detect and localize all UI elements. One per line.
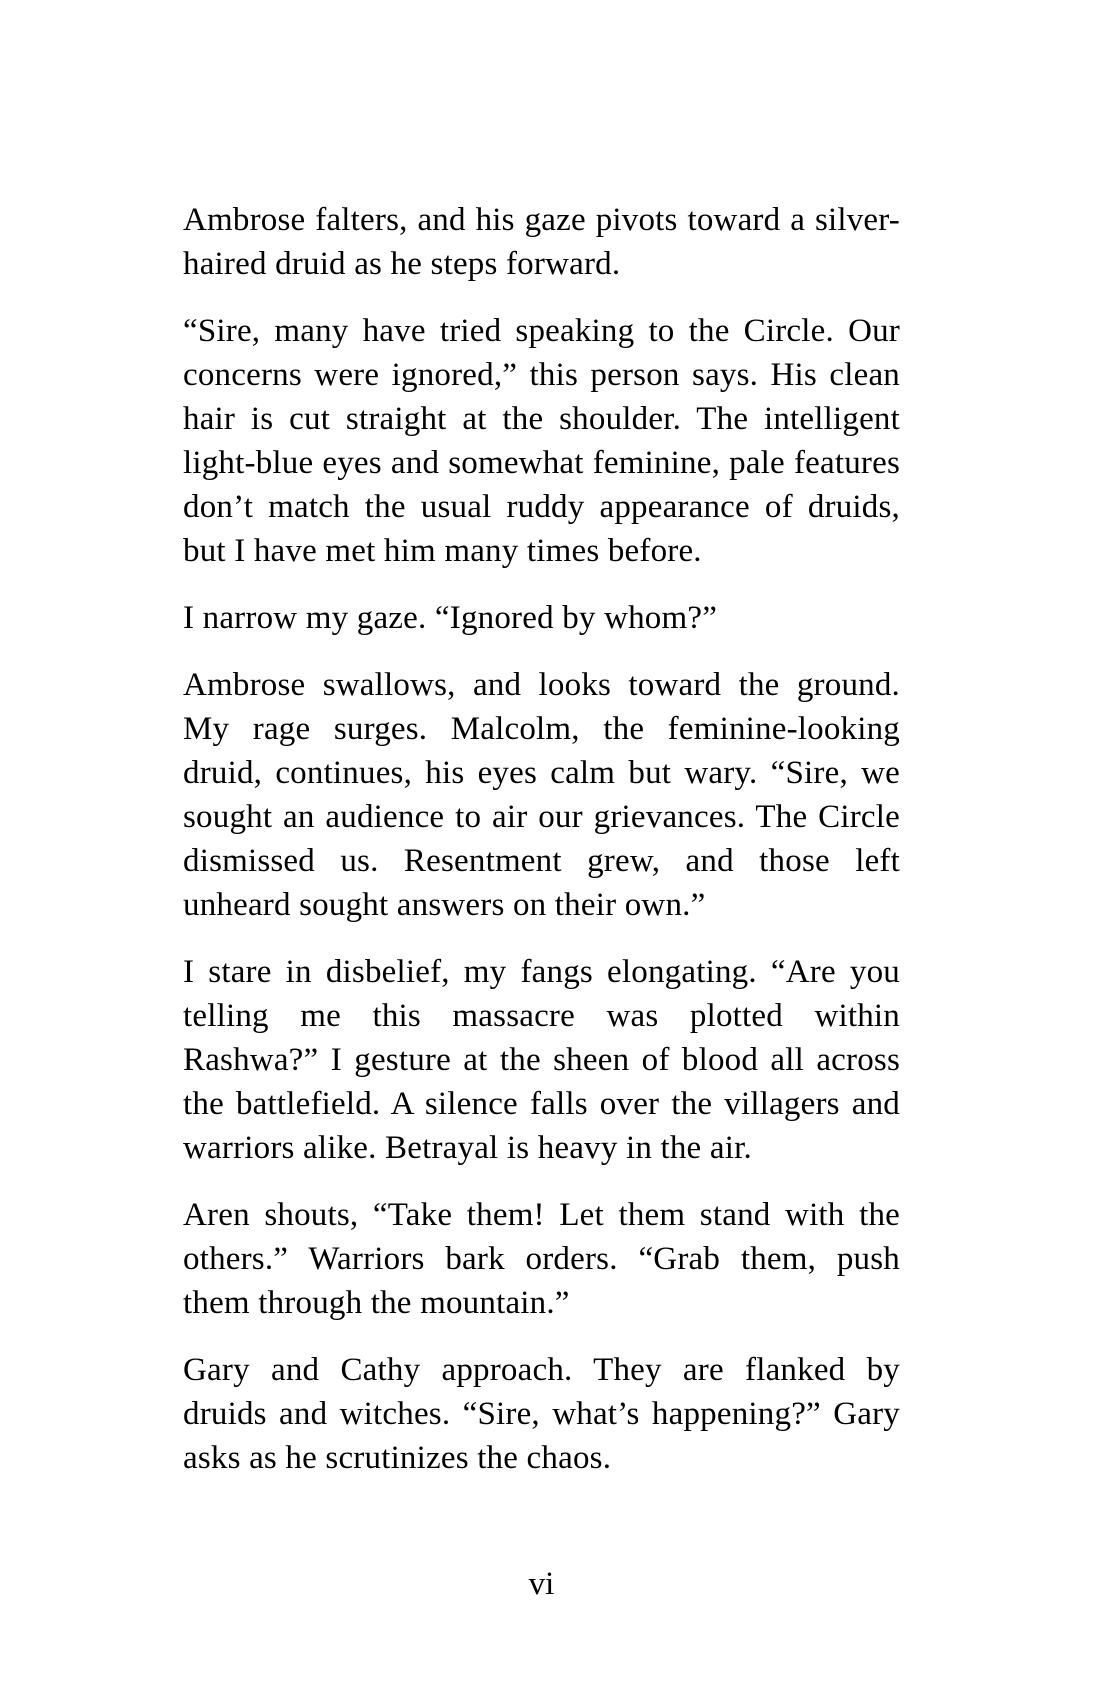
body-paragraph: I stare in disbelief, my fangs elongating. “Are you telling me this massacre was plotted within Rashwa?” I gesture at the sheen of blood all across the battlefield. A silence falls over the villagers and warriors alike. Betrayal is heavy in the air. [183,954,900,1166]
body-paragraph: Gary and Cathy approach. They are flanked by druids and witches. “Sire, what’s happening?” Gary asks as he scrutinizes the chaos. [183,1352,900,1476]
body-paragraph: Ambrose falters, and his gaze pivots toward a silver-haired druid as he steps forward. [183,202,900,282]
body-paragraph: Aren shouts, “Take them! Let them stand with the others.” Warriors bark orders. “Grab them, push them through the mountain.” [183,1197,900,1321]
body-paragraph: Ambrose swallows, and looks toward the ground. My rage surges. Malcolm, the feminine-looking druid, continues, his eyes calm but wary. “Sire, we sought an audience to air our grievances. The Circle dismissed us. Resentment grew, and those left unheard sought answers on their own.” [183,667,900,923]
body-paragraph: I narrow my gaze. “Ignored by whom?” [183,600,718,636]
body-text [183,198,900,1503]
page-number: vi [528,1566,555,1602]
body-paragraph: “Sire, many have tried speaking to the Circle. Our concerns were ignored,” this person says. His clean hair is cut straight at the shoulder. The intelligent light-blue eyes and somewhat feminine, pale features don’t match the usual ruddy appearance of druids, but I have met him many times before. [183,313,900,569]
